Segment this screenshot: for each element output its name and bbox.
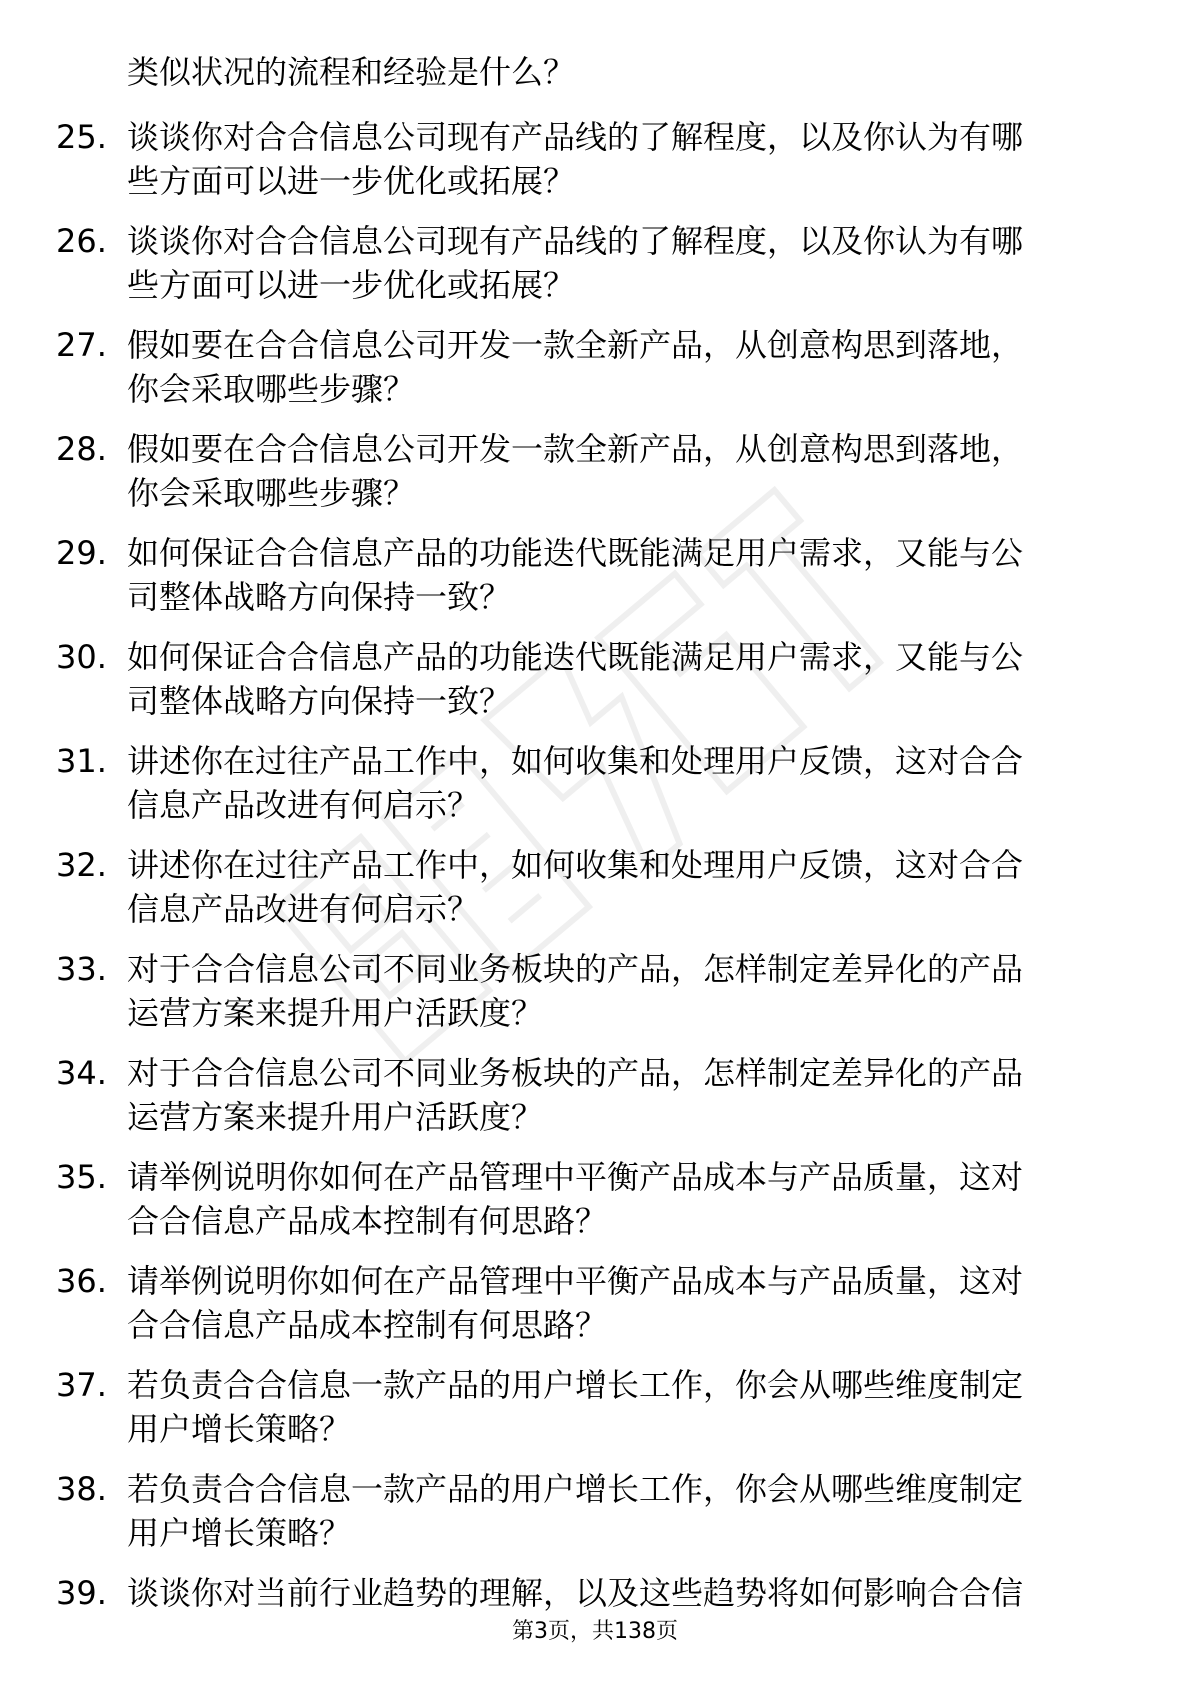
question-text-line: 用户增长策略？: [127, 1410, 352, 1448]
question-text-line: 合合信息产品成本控制有何思路？: [127, 1306, 608, 1344]
question-text-line: 运营方案来提升用户活跃度？: [127, 1098, 544, 1136]
list-item: [0, 1571, 1190, 1615]
question-text-line: 谈谈你对当前行业趋势的理解，以及这些趋势将如何影响合合信: [127, 1574, 1024, 1612]
question-number: 36.: [56, 1262, 107, 1300]
question-number: 28.: [56, 430, 107, 468]
list-item: [0, 323, 1190, 411]
list-item: [0, 843, 1190, 931]
question-number: 30.: [56, 638, 107, 676]
question-text-line: 些方面可以进一步优化或拓展？: [127, 162, 576, 200]
question-text-line: 讲述你在过往产品工作中，如何收集和处理用户反馈，这对合合: [127, 742, 1024, 780]
question-list: [0, 115, 1190, 1615]
question-number: 31.: [56, 742, 107, 780]
question-number: 35.: [56, 1158, 107, 1196]
question-text-line: 若负责合合信息一款产品的用户增长工作，你会从哪些维度制定: [127, 1470, 1024, 1508]
question-text-line: 对于合合信息公司不同业务板块的产品，怎样制定差异化的产品: [127, 950, 1024, 988]
question-text-line: 些方面可以进一步优化或拓展？: [127, 266, 576, 304]
question-text-line: 你会采取哪些步骤？: [127, 474, 416, 512]
question-number: 39.: [56, 1574, 107, 1612]
question-text-line: 合合信息产品成本控制有何思路？: [127, 1202, 608, 1240]
question-number: 32.: [56, 846, 107, 884]
list-item: [0, 115, 1190, 203]
list-item: [0, 427, 1190, 515]
question-number: 38.: [56, 1470, 107, 1508]
question-text-line: 你会采取哪些步骤？: [127, 370, 416, 408]
question-text-line: 如何保证合合信息产品的功能迭代既能满足用户需求，又能与公: [127, 638, 1024, 676]
question-text-line: 谈谈你对合合信息公司现有产品线的了解程度，以及你认为有哪: [127, 118, 1024, 156]
question-text-line: 信息产品改进有何启示？: [127, 890, 480, 928]
question-number: 29.: [56, 534, 107, 572]
list-item: [0, 1155, 1190, 1243]
list-item: [0, 219, 1190, 307]
question-text-line: 运营方案来提升用户活跃度？: [127, 994, 544, 1032]
question-number: 25.: [56, 118, 107, 156]
list-item: [0, 1259, 1190, 1347]
question-text-line: 信息产品改进有何启示？: [127, 786, 480, 824]
list-item: [0, 947, 1190, 1035]
question-text-line: 用户增长策略？: [127, 1514, 352, 1552]
question-text-line: 假如要在合合信息公司开发一款全新产品，从创意构思到落地，: [127, 326, 1024, 364]
list-item: [0, 739, 1190, 827]
list-item: [0, 635, 1190, 723]
page-footer: 第3页，共138页: [512, 1619, 678, 1644]
question-number: 33.: [56, 950, 107, 988]
question-text-line: 谈谈你对合合信息公司现有产品线的了解程度，以及你认为有哪: [127, 222, 1024, 260]
question-number: 27.: [56, 326, 107, 364]
question-text-line: 司整体战略方向保持一致？: [127, 682, 512, 720]
question-text-line: 对于合合信息公司不同业务板块的产品，怎样制定差异化的产品: [127, 1054, 1024, 1092]
question-text-line: 如何保证合合信息产品的功能迭代既能满足用户需求，又能与公: [127, 534, 1024, 572]
list-item: [0, 1051, 1190, 1139]
question-number: 34.: [56, 1054, 107, 1092]
question-text-line: 讲述你在过往产品工作中，如何收集和处理用户反馈，这对合合: [127, 846, 1024, 884]
question-text-line: 若负责合合信息一款产品的用户增长工作，你会从哪些维度制定: [127, 1366, 1024, 1404]
question-text-line: 请举例说明你如何在产品管理中平衡产品成本与产品质量，这对: [127, 1158, 1024, 1196]
question-text-line: 请举例说明你如何在产品管理中平衡产品成本与产品质量，这对: [127, 1262, 1024, 1300]
list-item: [0, 1467, 1190, 1555]
question-text-line: 司整体战略方向保持一致？: [127, 578, 512, 616]
list-item: [0, 1363, 1190, 1451]
list-item: [0, 531, 1190, 619]
continuation-text: 类似状况的流程和经验是什么？: [127, 53, 576, 91]
question-text-line: 假如要在合合信息公司开发一款全新产品，从创意构思到落地，: [127, 430, 1024, 468]
question-number: 37.: [56, 1366, 107, 1404]
question-number: 26.: [56, 222, 107, 260]
